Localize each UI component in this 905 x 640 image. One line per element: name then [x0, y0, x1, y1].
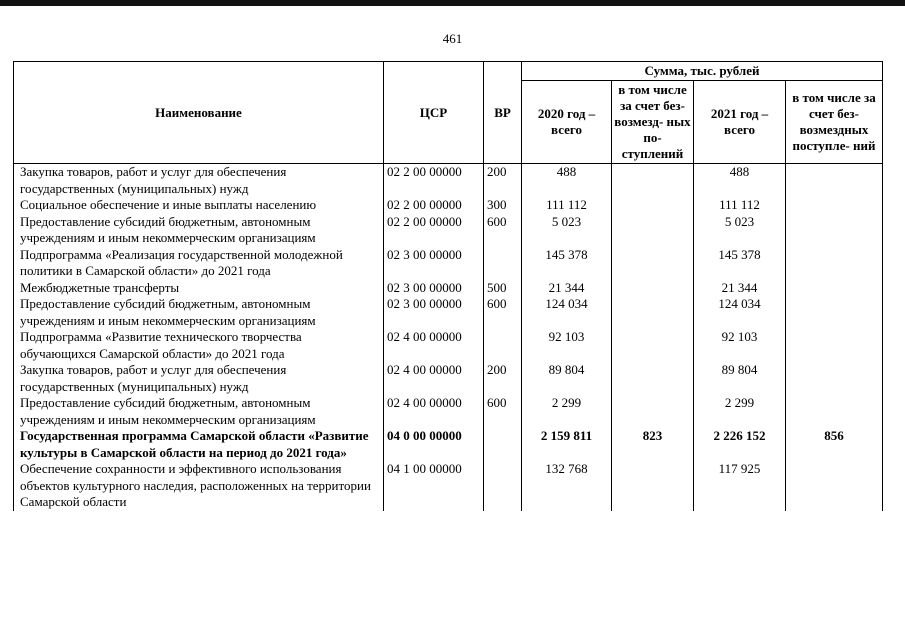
- row-csr: 02 2 00 00000: [384, 164, 484, 198]
- budget-table: [13, 61, 883, 511]
- row-2020-free: [612, 461, 694, 511]
- row-csr: 02 3 00 00000: [384, 280, 484, 297]
- row-2021-total: 2 299: [694, 395, 786, 428]
- row-vr: 200: [484, 164, 522, 198]
- row-2021-free: [786, 214, 883, 247]
- row-csr: 02 3 00 00000: [384, 296, 484, 329]
- row-name: Социальное обеспечение и иные выплаты населению: [14, 197, 384, 214]
- row-2021-total: 111 112: [694, 197, 786, 214]
- row-2020-total: 145 378: [522, 247, 612, 280]
- row-2021-free: [786, 362, 883, 395]
- row-2021-free: [786, 280, 883, 297]
- row-vr: 600: [484, 296, 522, 329]
- row-2020-total: 89 804: [522, 362, 612, 395]
- row-2020-free: [612, 164, 694, 198]
- header-vr: ВР: [484, 62, 522, 164]
- row-name: Обеспечение сохранности и эффективного использования объектов культурного наследия, расположенных на территории Самарской области: [14, 461, 384, 511]
- row-2020-total: 2 299: [522, 395, 612, 428]
- table-row: [14, 164, 883, 198]
- header-name: Наименование: [14, 62, 384, 164]
- row-2021-free: [786, 296, 883, 329]
- row-2020-free: [612, 214, 694, 247]
- table-row: [14, 362, 883, 395]
- row-2021-total: 2 226 152: [694, 428, 786, 461]
- row-2020-free: [612, 280, 694, 297]
- row-name: Закупка товаров, работ и услуг для обеспечения государственных (муниципальных) нужд: [14, 362, 384, 395]
- row-2021-free: 856: [786, 428, 883, 461]
- row-csr: 02 4 00 00000: [384, 362, 484, 395]
- table-row: [14, 428, 883, 461]
- header-2021-free: в том числе за счет без- возмездных поступле- ний: [786, 81, 883, 164]
- row-vr: [484, 428, 522, 461]
- row-2021-total: 92 103: [694, 329, 786, 362]
- row-2020-total: 21 344: [522, 280, 612, 297]
- row-2021-total: 21 344: [694, 280, 786, 297]
- page-number: 461: [442, 31, 463, 46]
- row-2020-total: 111 112: [522, 197, 612, 214]
- table-body: [14, 164, 883, 512]
- table-row: [14, 247, 883, 280]
- row-2021-free: [786, 329, 883, 362]
- row-name: Подпрограмма «Развитие технического творчества обучающихся Самарской области» до 2021 года: [14, 329, 384, 362]
- row-2020-total: 488: [522, 164, 612, 198]
- row-2020-free: [612, 395, 694, 428]
- table-row: [14, 296, 883, 329]
- row-csr: 02 2 00 00000: [384, 197, 484, 214]
- row-2020-free: [612, 329, 694, 362]
- header-sum-group: Сумма, тыс. рублей: [522, 62, 883, 81]
- row-2020-free: [612, 296, 694, 329]
- row-2020-total: 5 023: [522, 214, 612, 247]
- row-name: Предоставление субсидий бюджетным, автономным учреждениям и иным некоммерческим организациям: [14, 214, 384, 247]
- table-header: [14, 62, 883, 164]
- row-2020-total: 124 034: [522, 296, 612, 329]
- header-2020-free: в том числе за счет без- возмезд- ных по- ступлений: [612, 81, 694, 164]
- row-2021-total: 488: [694, 164, 786, 198]
- row-vr: [484, 247, 522, 280]
- row-vr: 600: [484, 395, 522, 428]
- top-border-bar: [0, 0, 905, 6]
- row-2020-total: 92 103: [522, 329, 612, 362]
- table-row: [14, 197, 883, 214]
- row-2021-total: 124 034: [694, 296, 786, 329]
- row-csr: 02 2 00 00000: [384, 214, 484, 247]
- row-csr: 02 4 00 00000: [384, 329, 484, 362]
- row-2021-free: [786, 395, 883, 428]
- row-csr: 02 3 00 00000: [384, 247, 484, 280]
- row-2021-total: 89 804: [694, 362, 786, 395]
- row-name: Предоставление субсидий бюджетным, автономным учреждениям и иным некоммерческим организациям: [14, 395, 384, 428]
- row-vr: [484, 329, 522, 362]
- row-2021-free: [786, 164, 883, 198]
- row-2020-free: [612, 247, 694, 280]
- table-row: [14, 461, 883, 511]
- row-2020-total: 2 159 811: [522, 428, 612, 461]
- row-2020-free: [612, 362, 694, 395]
- row-name: Предоставление субсидий бюджетным, автономным учреждениям и иным некоммерческим организациям: [14, 296, 384, 329]
- row-vr: 500: [484, 280, 522, 297]
- row-2020-free: 823: [612, 428, 694, 461]
- header-2020-total: 2020 год – всего: [522, 81, 612, 164]
- row-name: Межбюджетные трансферты: [14, 280, 384, 297]
- row-csr: 04 1 00 00000: [384, 461, 484, 511]
- header-csr: ЦСР: [384, 62, 484, 164]
- row-2021-total: 117 925: [694, 461, 786, 511]
- row-2021-total: 145 378: [694, 247, 786, 280]
- row-vr: 200: [484, 362, 522, 395]
- row-name: Закупка товаров, работ и услуг для обеспечения государственных (муниципальных) нужд: [14, 164, 384, 198]
- row-2021-total: 5 023: [694, 214, 786, 247]
- row-2020-free: [612, 197, 694, 214]
- header-2021-total: 2021 год – всего: [694, 81, 786, 164]
- row-name: Подпрограмма «Реализация государственной молодежной политики в Самарской области» до 2021 года: [14, 247, 384, 280]
- row-vr: 600: [484, 214, 522, 247]
- row-2020-total: 132 768: [522, 461, 612, 511]
- row-csr: 04 0 00 00000: [384, 428, 484, 461]
- row-2021-free: [786, 247, 883, 280]
- row-2021-free: [786, 197, 883, 214]
- table-row: [14, 329, 883, 362]
- table-row: [14, 280, 883, 297]
- row-vr: [484, 461, 522, 511]
- row-csr: 02 4 00 00000: [384, 395, 484, 428]
- table-row: [14, 214, 883, 247]
- row-2021-free: [786, 461, 883, 511]
- row-vr: 300: [484, 197, 522, 214]
- row-name: Государственная программа Самарской области «Развитие культуры в Самарской области на период до 2021 года»: [14, 428, 384, 461]
- table-row: [14, 395, 883, 428]
